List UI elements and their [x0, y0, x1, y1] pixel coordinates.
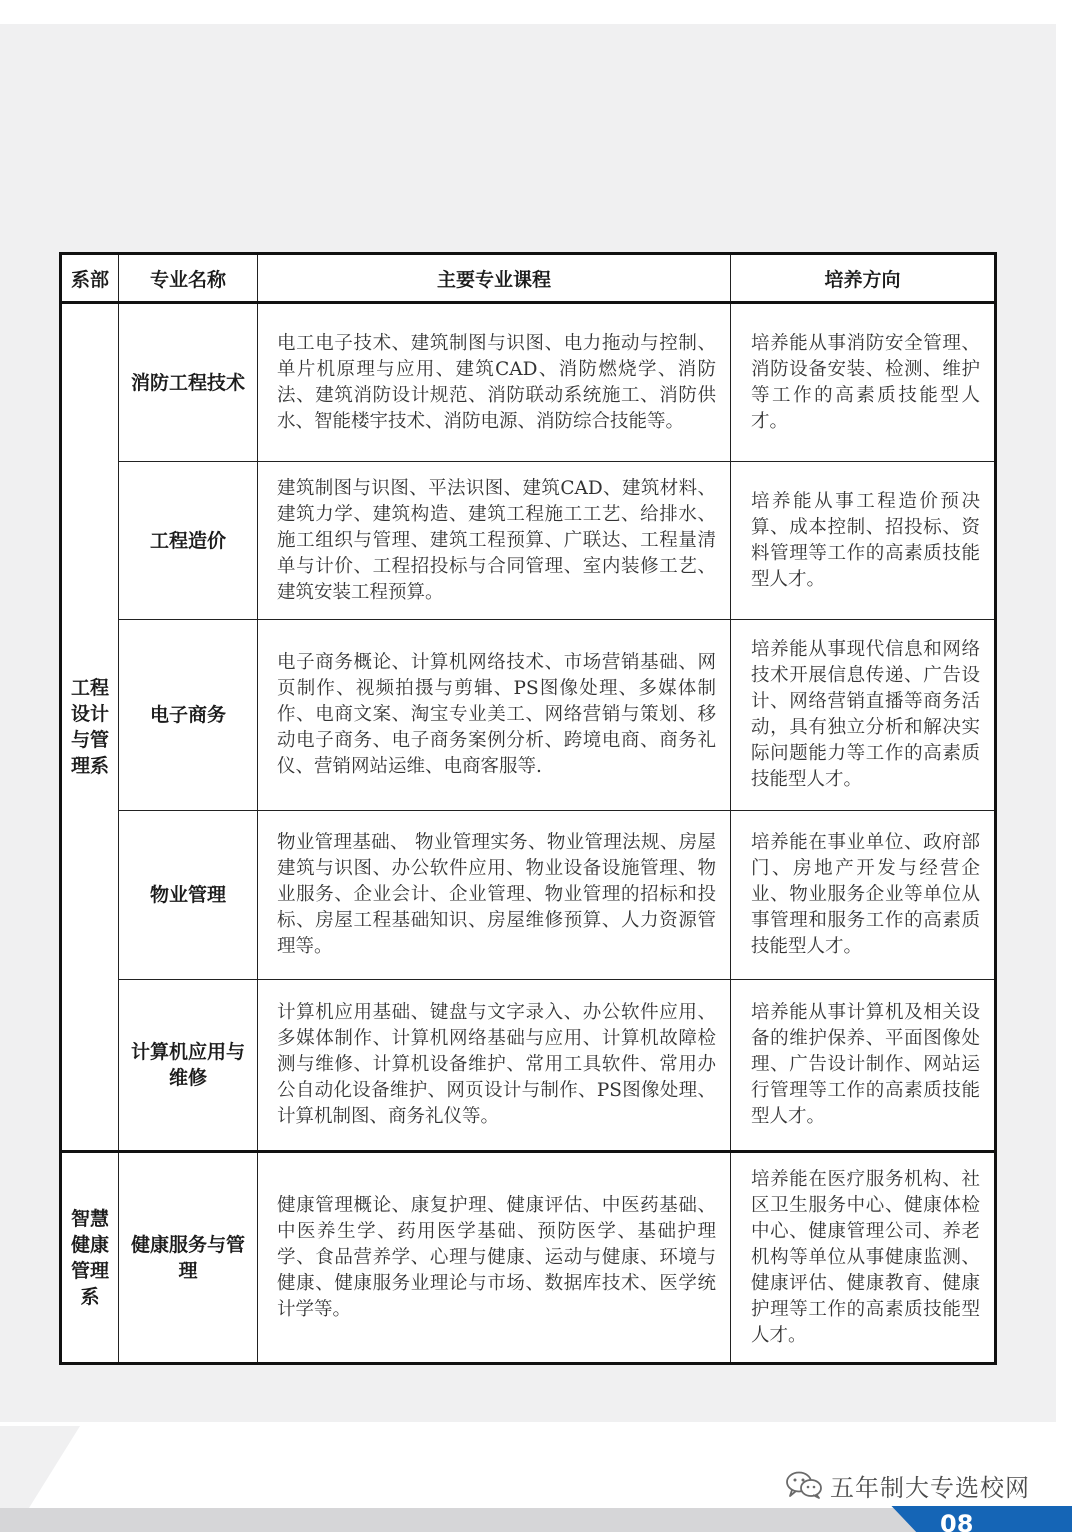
- direction-text: 培养能在事业单位、政府部门、房地产开发与经营企业、物业服务企业等单位从事管理和服务工作的高素质技能型人才。: [751, 832, 980, 957]
- courses-text: 物业管理基础、 物业管理实务、物业管理法规、房屋建筑与识图、办公软件应用、物业设备设施管理、物业服务、企业会计、企业管理、物业管理的招标和投标、房屋工程基础知识、房屋维修预算、人力资源管理等。: [277, 832, 716, 957]
- direction-cell: [731, 811, 996, 980]
- courses-cell: [258, 303, 731, 462]
- wechat-icon: [784, 1470, 824, 1500]
- header-courses: 主要专业课程: [258, 254, 731, 303]
- majors-table: [59, 252, 997, 1365]
- table-row: [61, 462, 996, 620]
- courses-text: 电子商务概论、计算机网络技术、市场营销基础、网页制作、视频拍摄与剪辑、PS图像处理、多媒体制作、电商文案、淘宝专业美工、网络营销与策划、移动电子商务、电子商务案例分析、跨境电商、商务礼仪、营销网站运维、电商客服等.: [277, 652, 716, 777]
- major-name: 工程造价: [149, 529, 226, 552]
- courses-text: 健康管理概论、康复护理、健康评估、中医药基础、中医养生学、药用医学基础、预防医学、基础护理学、食品营养学、心理与健康、运动与健康、环境与健康、健康服务业理论与市场、数据库技术、医学统计学等。: [277, 1194, 716, 1320]
- table-row: [61, 620, 996, 811]
- major-cell: [119, 462, 258, 620]
- direction-text: 培养能从事现代信息和网络技术开展信息传递、广告设计、网络营销直播等商务活动，具有独立分析和解决实际问题能力等工作的高素质技能型人才。: [751, 639, 980, 790]
- dept-name: 工程设计与管理系: [70, 677, 109, 777]
- header-dept: 系部: [61, 254, 119, 303]
- courses-cell: [258, 620, 731, 811]
- header-major: 专业名称: [119, 254, 258, 303]
- major-name: 电子商务: [149, 704, 226, 726]
- major-cell: [119, 980, 258, 1152]
- major-name: 消防工程技术: [130, 371, 245, 394]
- table-row: [61, 811, 996, 980]
- courses-text: 建筑制图与识图、平法识图、建筑CAD、建筑材料、建筑力学、建筑构造、建筑工程施工工艺、给排水、施工组织与管理、建筑工程预算、广联达、工程量清单与计价、工程招投标与合同管理、室内装修工艺、建筑安装工程预算。: [277, 477, 716, 603]
- header-direction: 培养方向: [731, 254, 996, 303]
- watermark-text: 五年制大专选校网: [830, 1473, 1030, 1502]
- direction-text: 培养能从事消防安全管理、消防设备安装、检测、维护等工作的高素质技能型人才。: [751, 332, 980, 432]
- courses-text: 电工电子技术、建筑制图与识图、电力拖动与控制、单片机原理与应用、建筑CAD、消防燃烧学、消防法、建筑消防设计规范、消防联动系统施工、消防供水、智能楼宇技术、消防电源、消防综合技能等。: [277, 332, 716, 432]
- table-row: [61, 1152, 996, 1364]
- direction-cell: [731, 620, 996, 811]
- direction-cell: [731, 980, 996, 1152]
- dept-cell-engineering: [61, 303, 119, 1152]
- courses-cell: [258, 980, 731, 1152]
- direction-text: 培养能在医疗服务机构、社区卫生服务中心、健康体检中心、健康管理公司、养老机构等单位从事健康监测、健康评估、健康教育、健康护理等工作的高素质技能型人才。: [751, 1168, 980, 1346]
- courses-text: 计算机应用基础、键盘与文字录入、办公软件应用、多媒体制作、计算机网络基础与应用、计算机故障检测与维修、计算机设备维护、常用工具软件、常用办公自动化设备维护、网页设计与制作、PS图像处理、计算机制图、商务礼仪等。: [277, 1002, 716, 1127]
- table-header-row: [61, 254, 996, 303]
- majors-table-container: [59, 252, 994, 1362]
- watermark: [784, 1468, 1030, 1502]
- major-name: 计算机应用与维修: [130, 1041, 245, 1089]
- page-number: 08: [940, 1510, 974, 1538]
- courses-cell: [258, 462, 731, 620]
- major-cell: [119, 811, 258, 980]
- major-cell: [119, 1152, 258, 1364]
- courses-cell: [258, 811, 731, 980]
- major-name: 健康服务与管理: [130, 1233, 245, 1282]
- courses-cell: [258, 1152, 731, 1364]
- dept-name: 智慧健康管理系: [70, 1207, 109, 1308]
- dept-cell-health: [61, 1152, 119, 1364]
- direction-text: 培养能从事计算机及相关设备的维护保养、平面图像处理、广告设计制作、网站运行管理等工作的高素质技能型人才。: [751, 1002, 980, 1127]
- table-row: [61, 303, 996, 462]
- table-row: [61, 980, 996, 1152]
- major-name: 物业管理: [149, 884, 226, 906]
- direction-cell: [731, 303, 996, 462]
- direction-text: 培养能从事工程造价预决算、成本控制、招投标、资料管理等工作的高素质技能型人才。: [751, 490, 980, 590]
- major-cell: [119, 303, 258, 462]
- direction-cell: [731, 1152, 996, 1364]
- direction-cell: [731, 462, 996, 620]
- major-cell: [119, 620, 258, 811]
